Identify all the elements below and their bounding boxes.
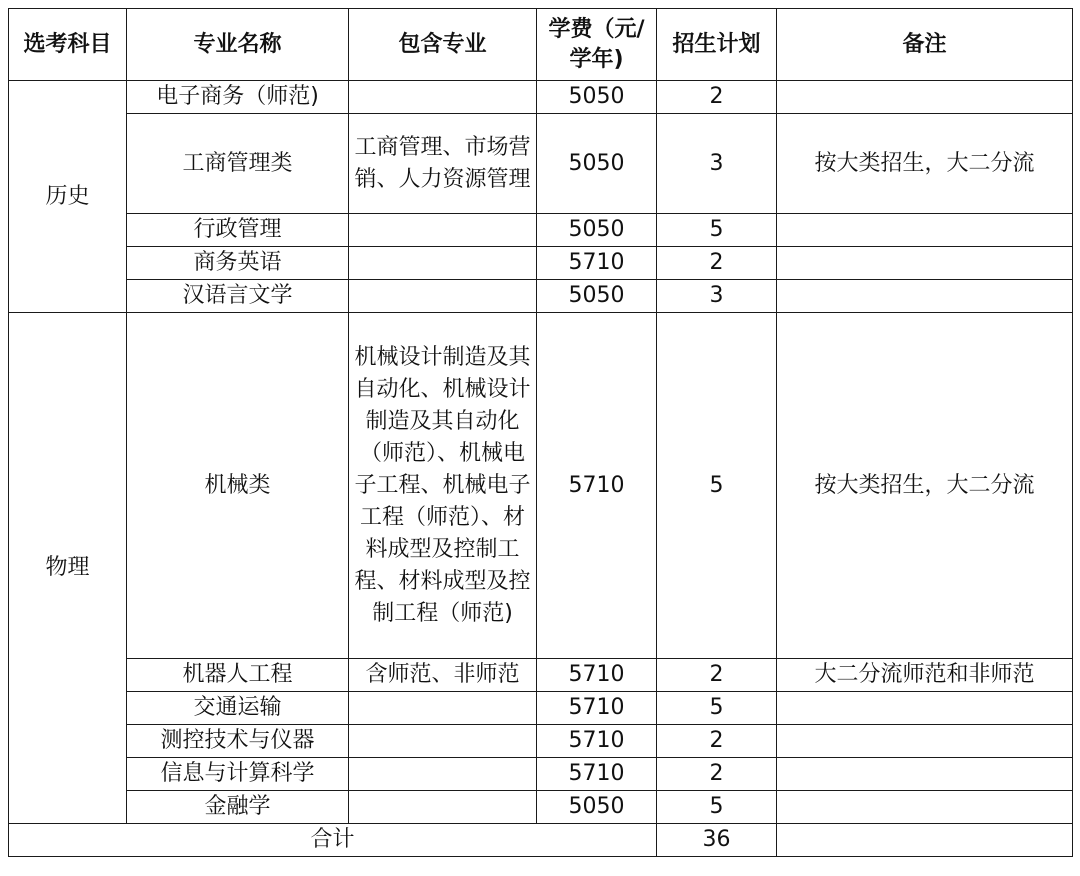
plan-cell: 2 <box>657 81 777 114</box>
table-row <box>9 692 1073 725</box>
includes-cell <box>349 280 537 313</box>
includes-cell <box>349 81 537 114</box>
total-remarks <box>777 824 1073 857</box>
remarks-cell <box>777 214 1073 247</box>
major-cell: 机器人工程 <box>127 659 349 692</box>
header-remarks: 备注 <box>777 9 1073 81</box>
major-cell: 机械类 <box>127 313 349 659</box>
tuition-cell: 5710 <box>537 247 657 280</box>
tuition-cell: 5710 <box>537 659 657 692</box>
table-row <box>9 313 1073 659</box>
major-cell: 工商管理类 <box>127 114 349 214</box>
plan-cell: 2 <box>657 758 777 791</box>
major-cell: 金融学 <box>127 791 349 824</box>
remarks-cell: 按大类招生，大二分流 <box>777 313 1073 659</box>
includes-cell: 含师范、非师范 <box>349 659 537 692</box>
includes-cell <box>349 214 537 247</box>
major-cell: 商务英语 <box>127 247 349 280</box>
plan-cell: 5 <box>657 214 777 247</box>
header-row <box>9 9 1073 81</box>
plan-cell: 3 <box>657 114 777 214</box>
table-row <box>9 791 1073 824</box>
includes-cell: 工商管理、市场营销、人力资源管理 <box>349 114 537 214</box>
subject-cell-physics: 物理 <box>9 313 127 824</box>
header-major: 专业名称 <box>127 9 349 81</box>
includes-cell <box>349 247 537 280</box>
subject-cell-history: 历史 <box>9 81 127 313</box>
major-cell: 测控技术与仪器 <box>127 725 349 758</box>
total-plan: 36 <box>657 824 777 857</box>
table-row <box>9 81 1073 114</box>
includes-cell <box>349 791 537 824</box>
table-row <box>9 280 1073 313</box>
major-cell: 信息与计算科学 <box>127 758 349 791</box>
tuition-cell: 5710 <box>537 692 657 725</box>
remarks-cell <box>777 81 1073 114</box>
major-cell: 行政管理 <box>127 214 349 247</box>
tuition-cell: 5050 <box>537 214 657 247</box>
tuition-cell: 5050 <box>537 81 657 114</box>
plan-cell: 2 <box>657 659 777 692</box>
tuition-cell: 5050 <box>537 280 657 313</box>
major-cell: 汉语言文学 <box>127 280 349 313</box>
includes-cell <box>349 692 537 725</box>
includes-cell <box>349 725 537 758</box>
header-plan: 招生计划 <box>657 9 777 81</box>
includes-cell <box>349 758 537 791</box>
remarks-cell <box>777 725 1073 758</box>
plan-cell: 2 <box>657 725 777 758</box>
plan-cell: 3 <box>657 280 777 313</box>
tuition-cell: 5710 <box>537 758 657 791</box>
includes-cell: 机械设计制造及其自动化、机械设计制造及其自动化（师范）、机械电子工程、机械电子工程（师范）、材料成型及控制工程、材料成型及控制工程（师范) <box>349 313 537 659</box>
total-label: 合计 <box>9 824 657 857</box>
table-row <box>9 725 1073 758</box>
tuition-cell: 5050 <box>537 791 657 824</box>
remarks-cell <box>777 280 1073 313</box>
remarks-cell <box>777 692 1073 725</box>
remarks-cell <box>777 758 1073 791</box>
table-row <box>9 659 1073 692</box>
plan-cell: 5 <box>657 313 777 659</box>
table-row <box>9 758 1073 791</box>
enrollment-table <box>8 8 1073 857</box>
header-tuition: 学费（元/学年) <box>537 9 657 81</box>
total-row <box>9 824 1073 857</box>
remarks-cell: 大二分流师范和非师范 <box>777 659 1073 692</box>
header-subject: 选考科目 <box>9 9 127 81</box>
major-cell: 交通运输 <box>127 692 349 725</box>
table-row <box>9 214 1073 247</box>
header-includes: 包含专业 <box>349 9 537 81</box>
tuition-cell: 5710 <box>537 313 657 659</box>
tuition-cell: 5050 <box>537 114 657 214</box>
plan-cell: 5 <box>657 692 777 725</box>
table-row <box>9 247 1073 280</box>
plan-cell: 5 <box>657 791 777 824</box>
table-row <box>9 114 1073 214</box>
remarks-cell <box>777 247 1073 280</box>
tuition-cell: 5710 <box>537 725 657 758</box>
plan-cell: 2 <box>657 247 777 280</box>
remarks-cell: 按大类招生，大二分流 <box>777 114 1073 214</box>
major-cell: 电子商务（师范) <box>127 81 349 114</box>
remarks-cell <box>777 791 1073 824</box>
